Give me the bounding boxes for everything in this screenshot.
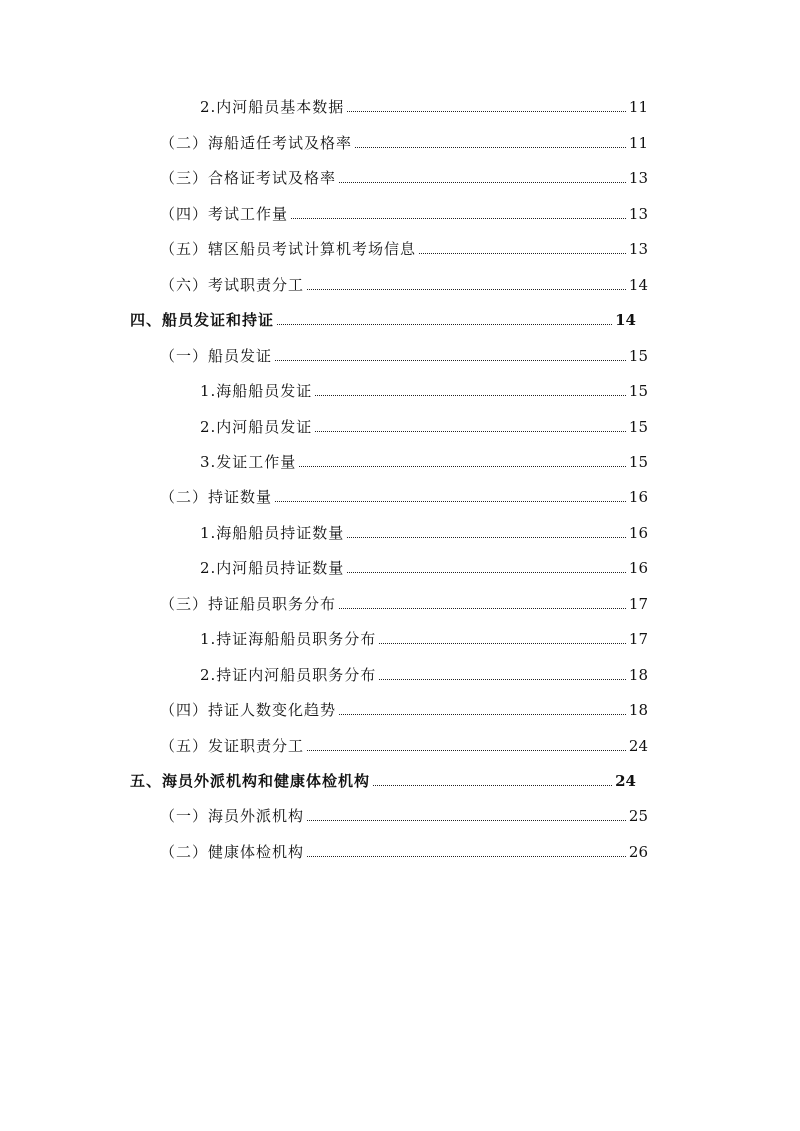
toc-entry-label: （六）考试职责分工 — [160, 276, 305, 294]
toc-dot-leader — [379, 643, 626, 644]
toc-dot-leader — [347, 572, 626, 573]
toc-entry-label: （三）合格证考试及格率 — [160, 169, 337, 187]
toc-entry[interactable] — [160, 341, 648, 365]
toc-dot-leader — [347, 537, 626, 538]
toc-entry-label: 2.持证内河船员职务分布 — [200, 666, 377, 684]
toc-dot-leader — [291, 218, 626, 219]
toc-entry-label: 五、海员外派机构和健康体检机构 — [130, 772, 371, 790]
toc-dot-leader — [339, 714, 626, 715]
toc-entry-label: （四）考试工作量 — [160, 205, 289, 223]
toc-entry-label: （二）持证数量 — [160, 488, 273, 506]
toc-entry[interactable] — [200, 624, 648, 648]
toc-page-number: 11 — [628, 98, 648, 116]
toc-dot-leader — [275, 360, 626, 361]
toc-page-number: 14 — [615, 311, 636, 329]
toc-entry[interactable] — [160, 270, 648, 294]
toc-entry[interactable] — [160, 589, 648, 613]
toc-entry-label: 2.内河船员持证数量 — [200, 559, 345, 577]
toc-entry[interactable] — [200, 376, 648, 400]
toc-entry[interactable] — [200, 92, 648, 116]
toc-page-number: 24 — [615, 772, 636, 790]
toc-entry-label: （五）辖区船员考试计算机考场信息 — [160, 240, 417, 258]
toc-entry-label: 3.发证工作量 — [200, 453, 297, 471]
toc-entry-label: （二）健康体检机构 — [160, 843, 305, 861]
toc-dot-leader — [307, 750, 626, 751]
toc-entry[interactable] — [160, 731, 648, 755]
toc-entry[interactable] — [160, 163, 648, 187]
toc-page-number: 13 — [628, 169, 648, 187]
toc-entry[interactable] — [160, 199, 648, 223]
toc-page-number: 13 — [628, 240, 648, 258]
toc-dot-leader — [275, 501, 626, 502]
toc-dot-leader — [419, 253, 626, 254]
toc-entry-label: 1.海船船员发证 — [200, 382, 313, 400]
toc-page-number: 16 — [628, 559, 648, 577]
toc-dot-leader — [299, 466, 626, 467]
toc-dot-leader — [379, 679, 626, 680]
toc-entry-label: 1.持证海船船员职务分布 — [200, 630, 377, 648]
toc-dot-leader — [355, 147, 626, 148]
toc-entry[interactable] — [200, 518, 648, 542]
toc-entry[interactable] — [160, 695, 648, 719]
toc-entry-label: （五）发证职责分工 — [160, 737, 305, 755]
toc-entry-label: （三）持证船员职务分布 — [160, 595, 337, 613]
toc-entry[interactable] — [160, 128, 648, 152]
toc-page-number: 14 — [628, 276, 648, 294]
toc-dot-leader — [347, 111, 626, 112]
toc-page-number: 16 — [628, 488, 648, 506]
toc-dot-leader — [339, 608, 626, 609]
toc-entry[interactable] — [160, 837, 648, 861]
toc-entry-label: （一）海员外派机构 — [160, 807, 305, 825]
toc-entry[interactable] — [130, 305, 636, 329]
toc-entry[interactable] — [130, 766, 636, 790]
toc-page-number: 13 — [628, 205, 648, 223]
toc-dot-leader — [307, 289, 626, 290]
toc-page-number: 17 — [628, 595, 648, 613]
toc-page-number: 17 — [628, 630, 648, 648]
toc-page-number: 11 — [628, 134, 648, 152]
toc-page-number: 18 — [628, 666, 648, 684]
toc-entry-label: 四、船员发证和持证 — [130, 311, 275, 329]
toc-page-number: 15 — [628, 347, 648, 365]
toc-entry-label: （四）持证人数变化趋势 — [160, 701, 337, 719]
toc-entry[interactable] — [200, 412, 648, 436]
toc-dot-leader — [307, 856, 626, 857]
toc-dot-leader — [315, 431, 626, 432]
toc-entry[interactable] — [160, 234, 648, 258]
toc-page-number: 26 — [628, 843, 648, 861]
toc-entry[interactable] — [160, 801, 648, 825]
toc-entry[interactable] — [200, 553, 648, 577]
toc-entry-label: 1.海船船员持证数量 — [200, 524, 345, 542]
toc-page-number: 25 — [628, 807, 648, 825]
toc-entry-label: 2.内河船员发证 — [200, 418, 313, 436]
toc-page-number: 15 — [628, 453, 648, 471]
toc-dot-leader — [315, 395, 626, 396]
toc-entry[interactable] — [160, 482, 648, 506]
toc-dot-leader — [307, 820, 626, 821]
toc-entry[interactable] — [200, 447, 648, 471]
toc-dot-leader — [277, 324, 612, 325]
toc-entry-label: （二）海船适任考试及格率 — [160, 134, 353, 152]
toc-page-number: 18 — [628, 701, 648, 719]
toc-page-number: 16 — [628, 524, 648, 542]
toc-page-number: 15 — [628, 418, 648, 436]
toc-page-number: 24 — [628, 737, 648, 755]
toc-entry[interactable] — [200, 660, 648, 684]
toc-dot-leader — [373, 785, 612, 786]
toc-entry-label: 2.内河船员基本数据 — [200, 98, 345, 116]
toc-entry-label: （一）船员发证 — [160, 347, 273, 365]
toc-page-number: 15 — [628, 382, 648, 400]
toc-dot-leader — [339, 182, 626, 183]
